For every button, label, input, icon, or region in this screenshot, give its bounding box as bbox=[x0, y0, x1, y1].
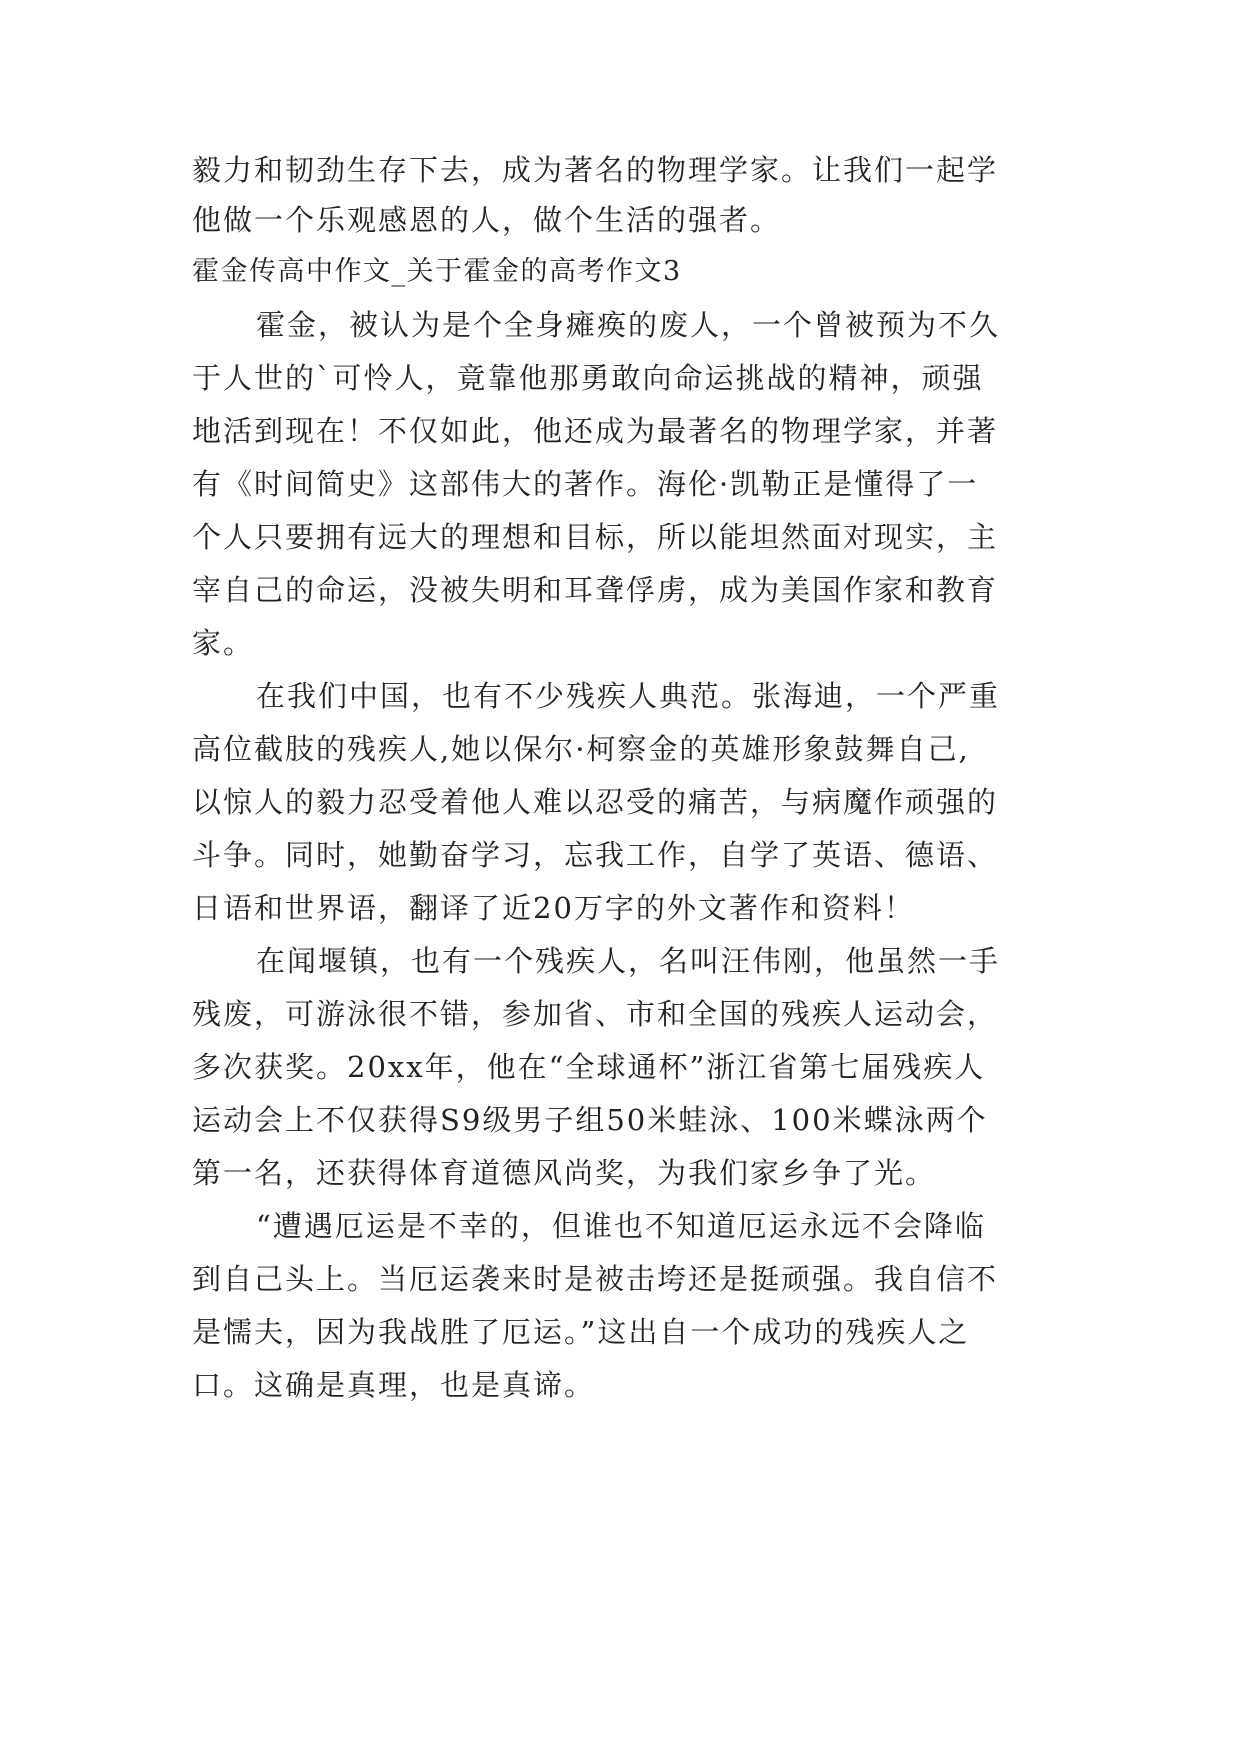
text-line: 运动会上不仅获得S9级男子组50米蛙泳、100米蝶泳两个 bbox=[192, 1103, 988, 1137]
text-line: 是懦夫，因为我战胜了厄运。”这出自一个成功的残疾人之 bbox=[192, 1315, 970, 1349]
text-line: 有《时间简史》这部伟大的著作。海伦·凯勒正是懂得了一 bbox=[192, 467, 979, 501]
paragraph-first-line: 在闻堰镇，也有一个残疾人，名叫汪伟刚，他虽然一手 bbox=[256, 944, 1001, 978]
text-line: 宰自己的命运，没被失明和耳聋俘虏，成为美国作家和教育 bbox=[192, 573, 999, 607]
text-line: 多次获奖。20xx年，他在“全球通杯”浙江省第七届残疾人 bbox=[192, 1050, 986, 1084]
text-line: 第一名，还获得体育道德风尚奖，为我们家乡争了光。 bbox=[192, 1156, 937, 1190]
text-line: 斗争。同时，她勤奋学习，忘我工作，自学了英语、德语、 bbox=[192, 838, 999, 872]
text-line: 以惊人的毅力忍受着他人难以忍受的痛苦，与病魔作顽强的 bbox=[192, 785, 999, 819]
section-title: 霍金传高中作文_关于霍金的高考作文3 bbox=[192, 256, 682, 287]
paragraph-first-line: 在我们中国，也有不少残疾人典范。张海迪，一个严重 bbox=[256, 679, 1001, 713]
text-line: 口。这确是真理，也是真谛。 bbox=[192, 1368, 596, 1402]
text-line: 家。 bbox=[192, 626, 255, 660]
text-line: 个人只要拥有远大的理想和目标，所以能坦然面对现实，主 bbox=[192, 520, 999, 554]
text-line: 到自己头上。当厄运袭来时是被击垮还是挺顽强。我自信不 bbox=[192, 1262, 999, 1296]
text-line: 于人世的`可怜人，竟靠他那勇敢向命运挑战的精神，顽强 bbox=[192, 361, 984, 395]
text-line: 地活到现在！不仅如此，他还成为最著名的物理学家，并著 bbox=[192, 414, 999, 448]
text-line: 残废，可游泳很不错，参加省、市和全国的残疾人运动会， bbox=[192, 997, 999, 1031]
paragraph-first-line: “遭遇厄运是不幸的，但谁也不知道厄运永远不会降临 bbox=[256, 1209, 986, 1243]
text-line: 高位截肢的残疾人,她以保尔·柯察金的英雄形象鼓舞自己, bbox=[192, 732, 970, 766]
paragraph-first-line: 霍金，被认为是个全身瘫痪的废人，一个曾被预为不久 bbox=[256, 308, 1001, 342]
text-line: 毅力和韧劲生存下去，成为著名的物理学家。让我们一起学 bbox=[192, 153, 999, 187]
text-line: 他做一个乐观感恩的人，做个生活的强者。 bbox=[192, 203, 782, 237]
text-line: 日语和世界语，翻译了近20万字的外文著作和资料！ bbox=[192, 891, 915, 925]
